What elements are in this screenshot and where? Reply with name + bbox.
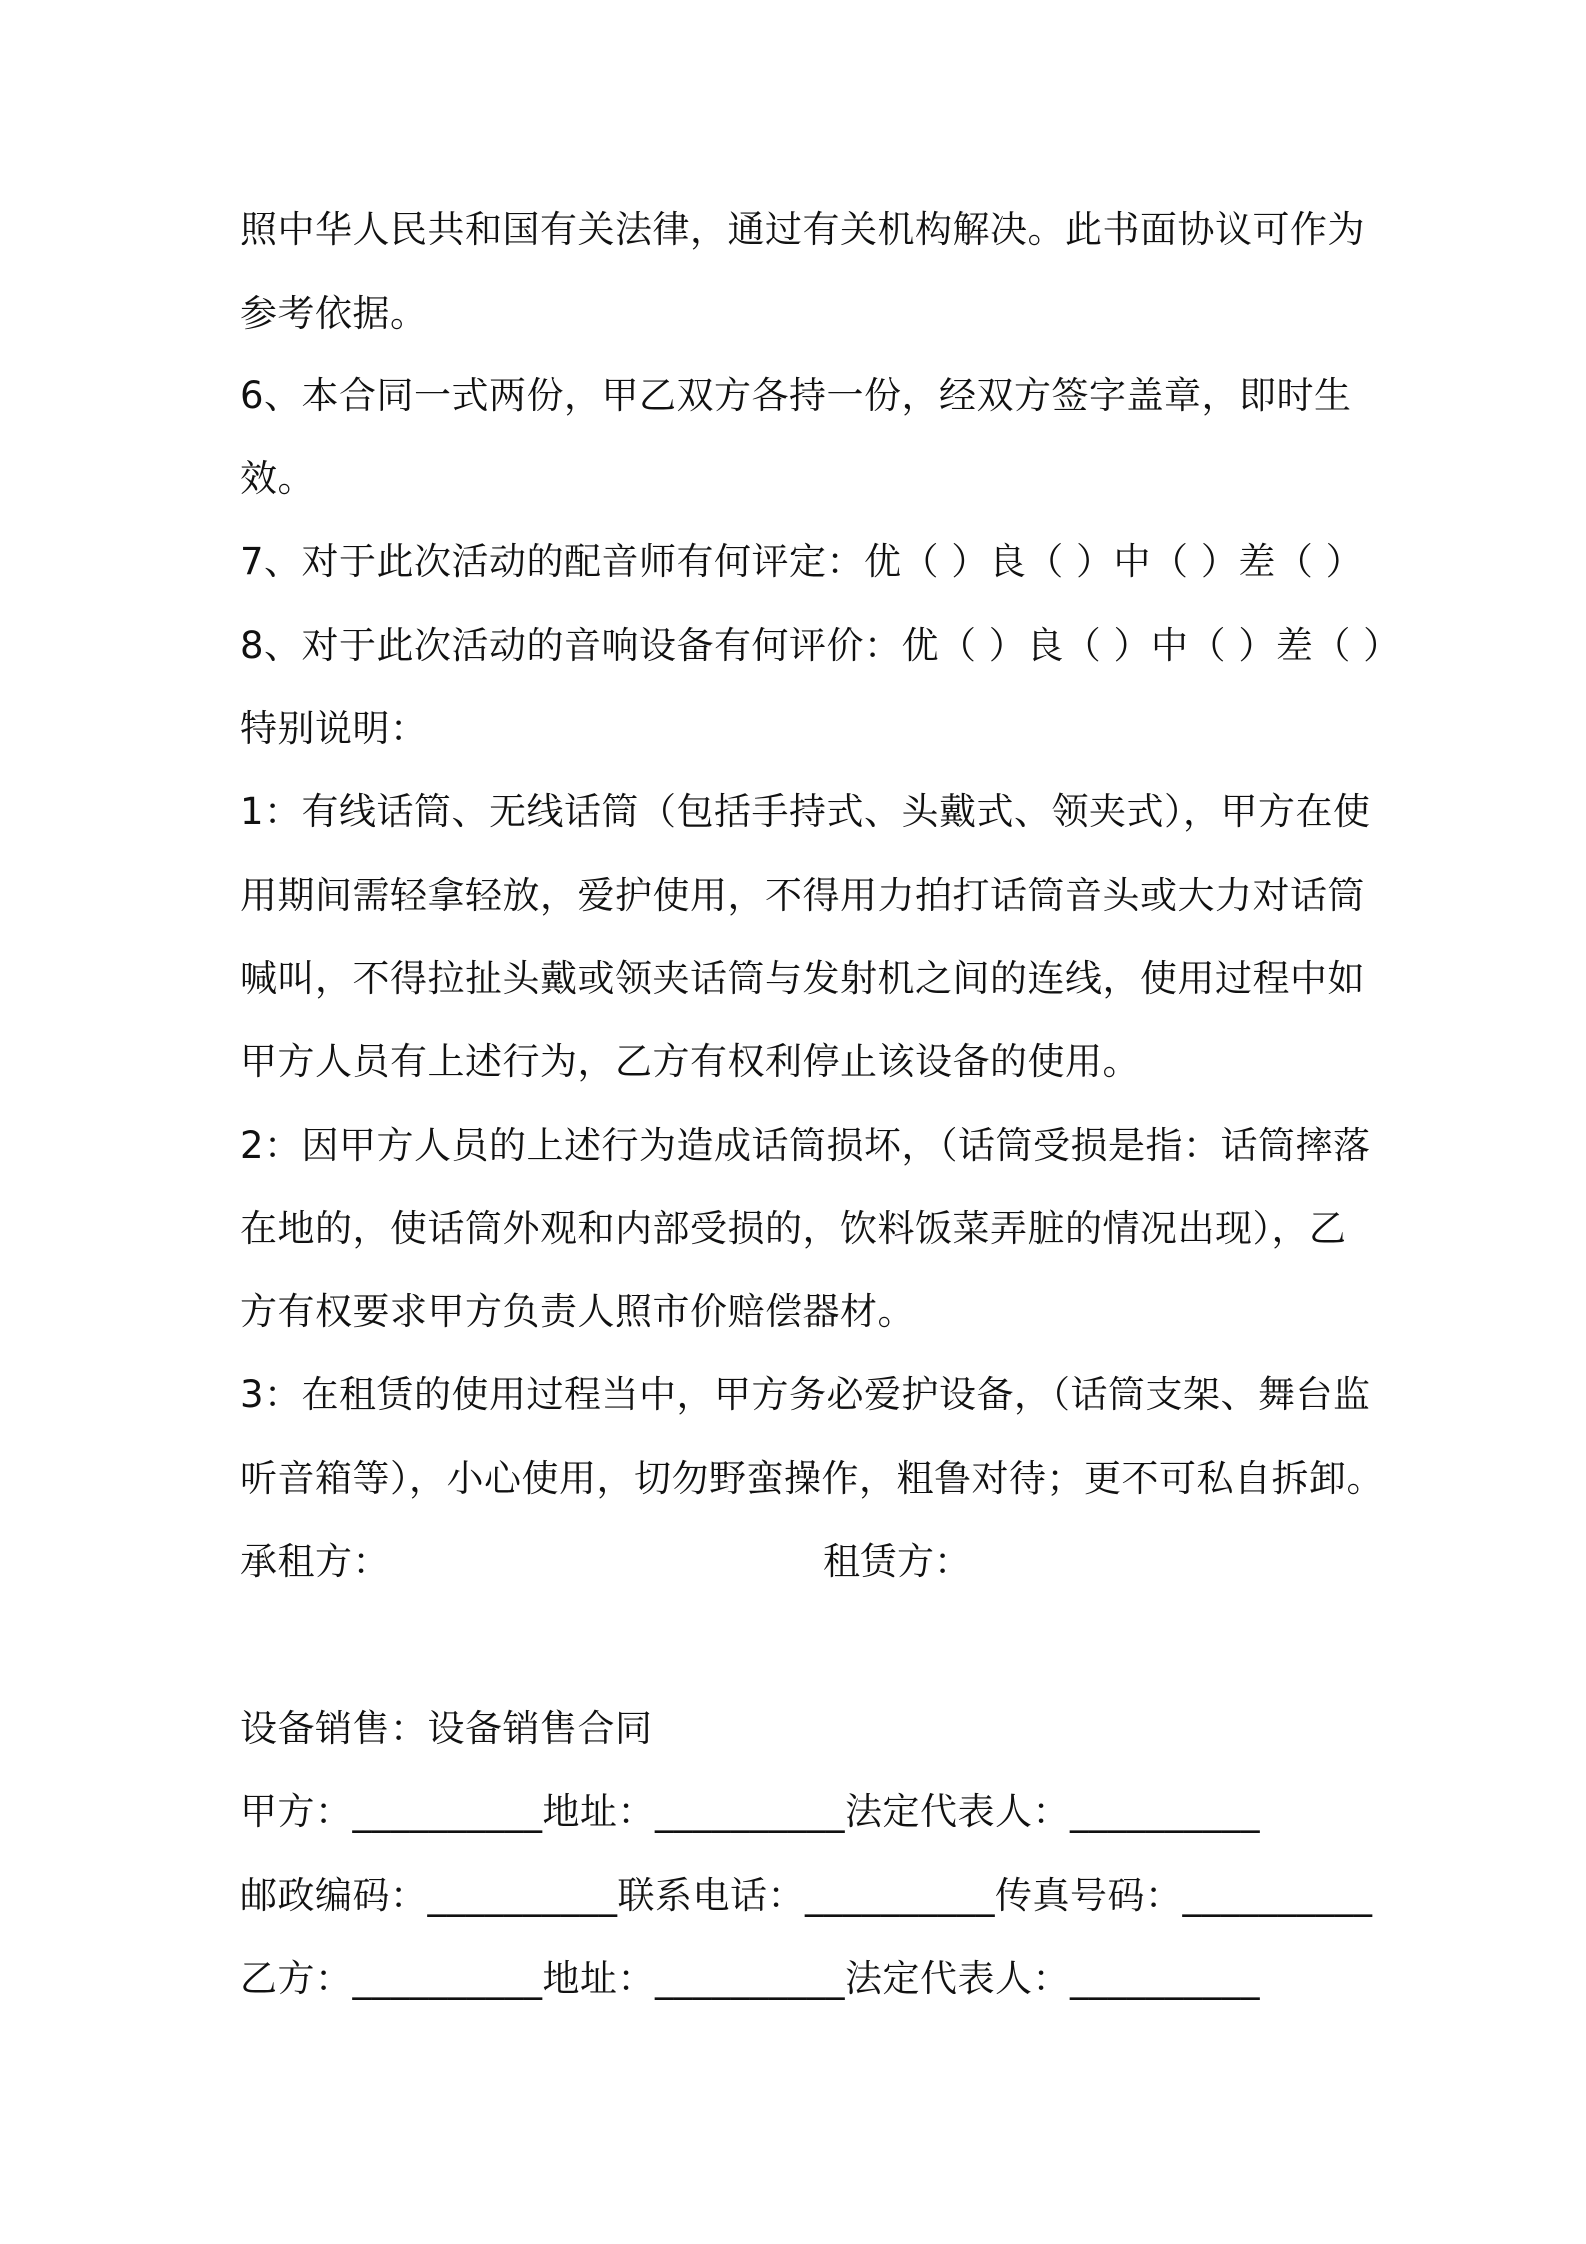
clause6-line-1: 6、本合同一式两份，甲乙双方各持一份，经双方签字盖章，即时生	[240, 374, 1352, 417]
sales-title: 设备销售：设备销售合同	[240, 1707, 653, 1750]
lessee-label: 承租方：	[240, 1540, 390, 1583]
clause5-line-1: 照中华人民共和国有关法律，通过有关机构解决。此书面协议可作为	[240, 208, 1365, 251]
lessor-label: 租赁方：	[823, 1540, 971, 1583]
clause5-line-2: 参考依据。	[240, 292, 428, 335]
clause8: 8、对于此次活动的音响设备有何评价：优（ ）良（ ）中（ ）差（ ）	[240, 624, 1401, 667]
special-2-line-1: 2：因甲方人员的上述行为造成话筒损坏，（话筒受损是指：话筒摔落	[240, 1124, 1371, 1167]
special-2-line-2: 在地的，使话筒外观和内部受损的，饮料饭菜弄脏的情况出现），乙	[240, 1207, 1347, 1250]
party-a-line: 甲方：__________地址：__________法定代表人：__________	[240, 1790, 1260, 1833]
special-1-line-1: 1：有线话筒、无线话筒（包括手持式、头戴式、领夹式），甲方在使	[240, 790, 1371, 833]
special-1-line-4: 甲方人员有上述行为，乙方有权利停止该设备的使用。	[240, 1040, 1140, 1083]
postal-contact-line: 邮政编码：__________联系电话：__________传真号码：__________	[240, 1874, 1373, 1917]
clause7: 7、对于此次活动的配音师有何评定：优（ ）良（ ）中（ ）差（ ）	[240, 540, 1364, 583]
special-1-line-2: 用期间需轻拿轻放，爱护使用，不得用力拍打话筒音头或大力对话筒	[240, 874, 1365, 917]
special-3-line-2: 听音箱等），小心使用，切勿野蛮操作，粗鲁对待；更不可私自拆卸。	[240, 1457, 1384, 1500]
clause6-line-2: 效。	[240, 457, 315, 500]
party-b-line: 乙方：__________地址：__________法定代表人：__________	[240, 1957, 1260, 2000]
special-1-line-3: 喊叫，不得拉扯头戴或领夹话筒与发射机之间的连线，使用过程中如	[240, 957, 1365, 1000]
special-2-line-3: 方有权要求甲方负责人照市价赔偿器材。	[240, 1290, 915, 1333]
special-heading: 特别说明：	[240, 707, 428, 750]
special-3-line-1: 3：在租赁的使用过程当中，甲方务必爱护设备，（话筒支架、舞台监	[240, 1373, 1371, 1416]
